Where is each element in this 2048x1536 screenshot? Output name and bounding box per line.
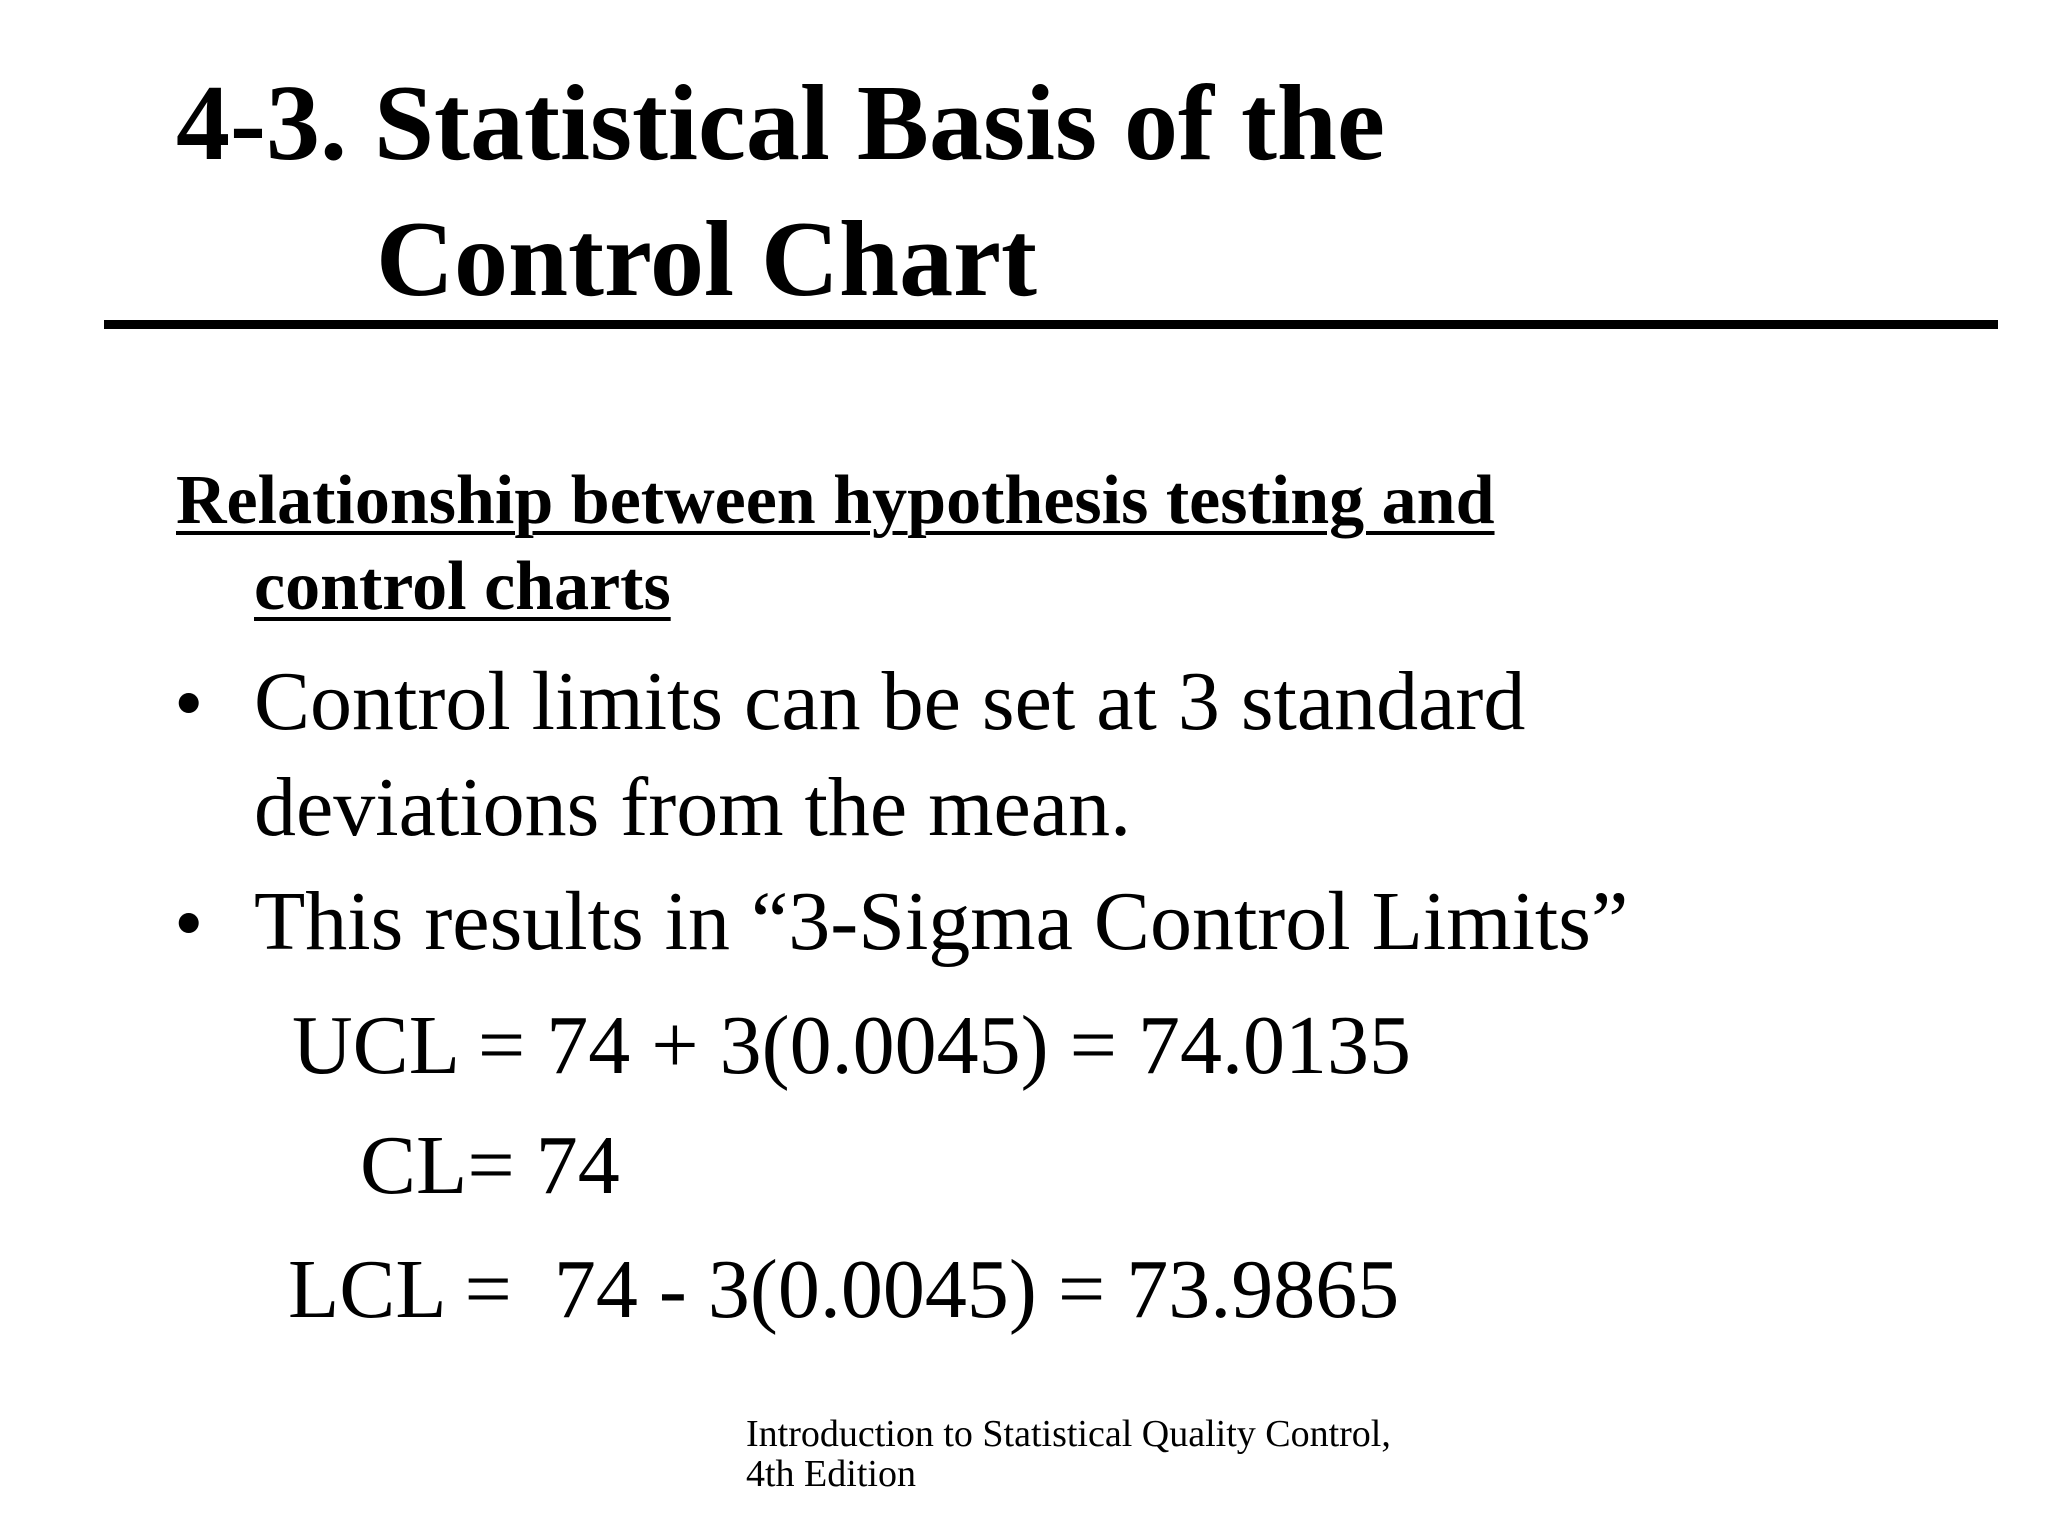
bullet-2-text-line-1: This results in “3-Sigma Control Limits” xyxy=(254,875,1629,968)
lcl-formula: LCL = 74 - 3(0.0045) = 73.9865 xyxy=(288,1243,1400,1336)
title-divider xyxy=(104,320,1998,329)
footer-line-1: Introduction to Statistical Quality Control, xyxy=(746,1413,1391,1455)
subheading-line-1: Relationship between hypothesis testing and xyxy=(176,462,1495,539)
cl-formula: CL= 74 xyxy=(360,1119,620,1212)
bullet-1-text-line-2: deviations from the mean. xyxy=(254,761,1132,854)
bullet-marker: • xyxy=(174,657,204,750)
ucl-formula: UCL = 74 + 3(0.0045) = 74.0135 xyxy=(292,999,1411,1092)
slide-title-line-1: 4-3. Statistical Basis of the xyxy=(176,64,1385,183)
slide-footer xyxy=(746,1414,1391,1494)
bullet-1-text-line-1: Control limits can be set at 3 standard xyxy=(254,655,1526,748)
subheading-line-2: control charts xyxy=(254,548,671,625)
bullet-marker: • xyxy=(174,877,204,970)
slide-title-line-2: Control Chart xyxy=(376,200,1037,319)
footer-line-2: 4th Edition xyxy=(746,1453,916,1495)
